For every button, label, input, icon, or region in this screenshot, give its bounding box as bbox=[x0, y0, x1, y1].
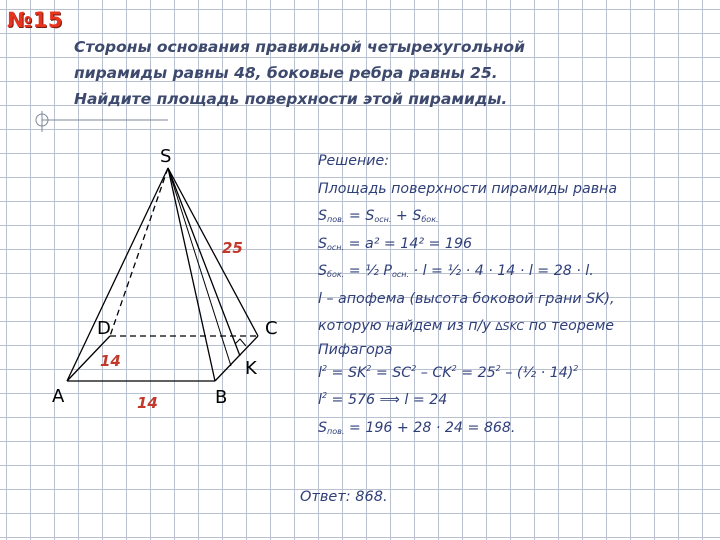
side-ab-length-label: 14 bbox=[137, 394, 158, 412]
formula-apothem-result: $l^2 = 576$ ⟹ l = 24 bbox=[318, 391, 448, 408]
pythagoras-label: Пифагора bbox=[318, 341, 393, 358]
formula-base-area: $S_{осн.} = a^2 = 14^2 = 196$ bbox=[318, 235, 473, 252]
edge-sd bbox=[110, 168, 168, 336]
vertex-d-label: D bbox=[97, 318, 111, 339]
edge-length-label: 25 bbox=[222, 239, 243, 257]
problem-line-2: пирамиды равны 48, боковые ребра равны 25. bbox=[74, 64, 498, 82]
apothem-triangle: которую найдем из п/у ∆SKC по теореме bbox=[318, 318, 615, 334]
answer-text: Ответ: 868. bbox=[300, 489, 388, 505]
right-angle-mark bbox=[235, 339, 246, 346]
side-ad-length-label: 14 bbox=[100, 352, 121, 370]
solution-block bbox=[318, 148, 713, 442]
vertex-c-label: C bbox=[265, 318, 278, 339]
vertex-b-label: B bbox=[215, 387, 228, 408]
vertex-k-label: K bbox=[245, 358, 257, 379]
apothem-definition: l – апофема (высота боковой грани SK), bbox=[318, 290, 615, 307]
problem-line-1: Стороны основания правильной четырехугольной bbox=[74, 38, 525, 56]
formula-surface: $S_{пов.} = S_{осн.} + S_{бок.}$ bbox=[318, 208, 439, 224]
problem-line-3: Найдите площадь поверхности этой пирамиды. bbox=[74, 90, 508, 108]
edge-sa bbox=[67, 168, 168, 381]
solution-intro: Площадь поверхности пирамиды равна bbox=[318, 180, 618, 197]
vertex-a-label: A bbox=[52, 386, 65, 407]
formula-pythagoras: $l^2 = SK^2 = SC^2 - CK^2 = 25^2$ – (½ · 14)$^2$ bbox=[318, 363, 579, 381]
edge-sb bbox=[168, 168, 215, 381]
vertex-s-label: S bbox=[160, 146, 172, 167]
solution-heading: Решение: bbox=[318, 153, 389, 169]
formula-lateral-area: $S_{бок.}$ = ½ $P_{осн.} \cdot l$ = ½ · 4 · 14 · l = 28 · l. bbox=[318, 263, 594, 279]
apothem-sk bbox=[168, 168, 240, 356]
problem-number: №15 bbox=[7, 8, 63, 32]
formula-final: $S_{пов.} = 196 + 28 \cdot 24 = 868$. bbox=[318, 419, 516, 436]
